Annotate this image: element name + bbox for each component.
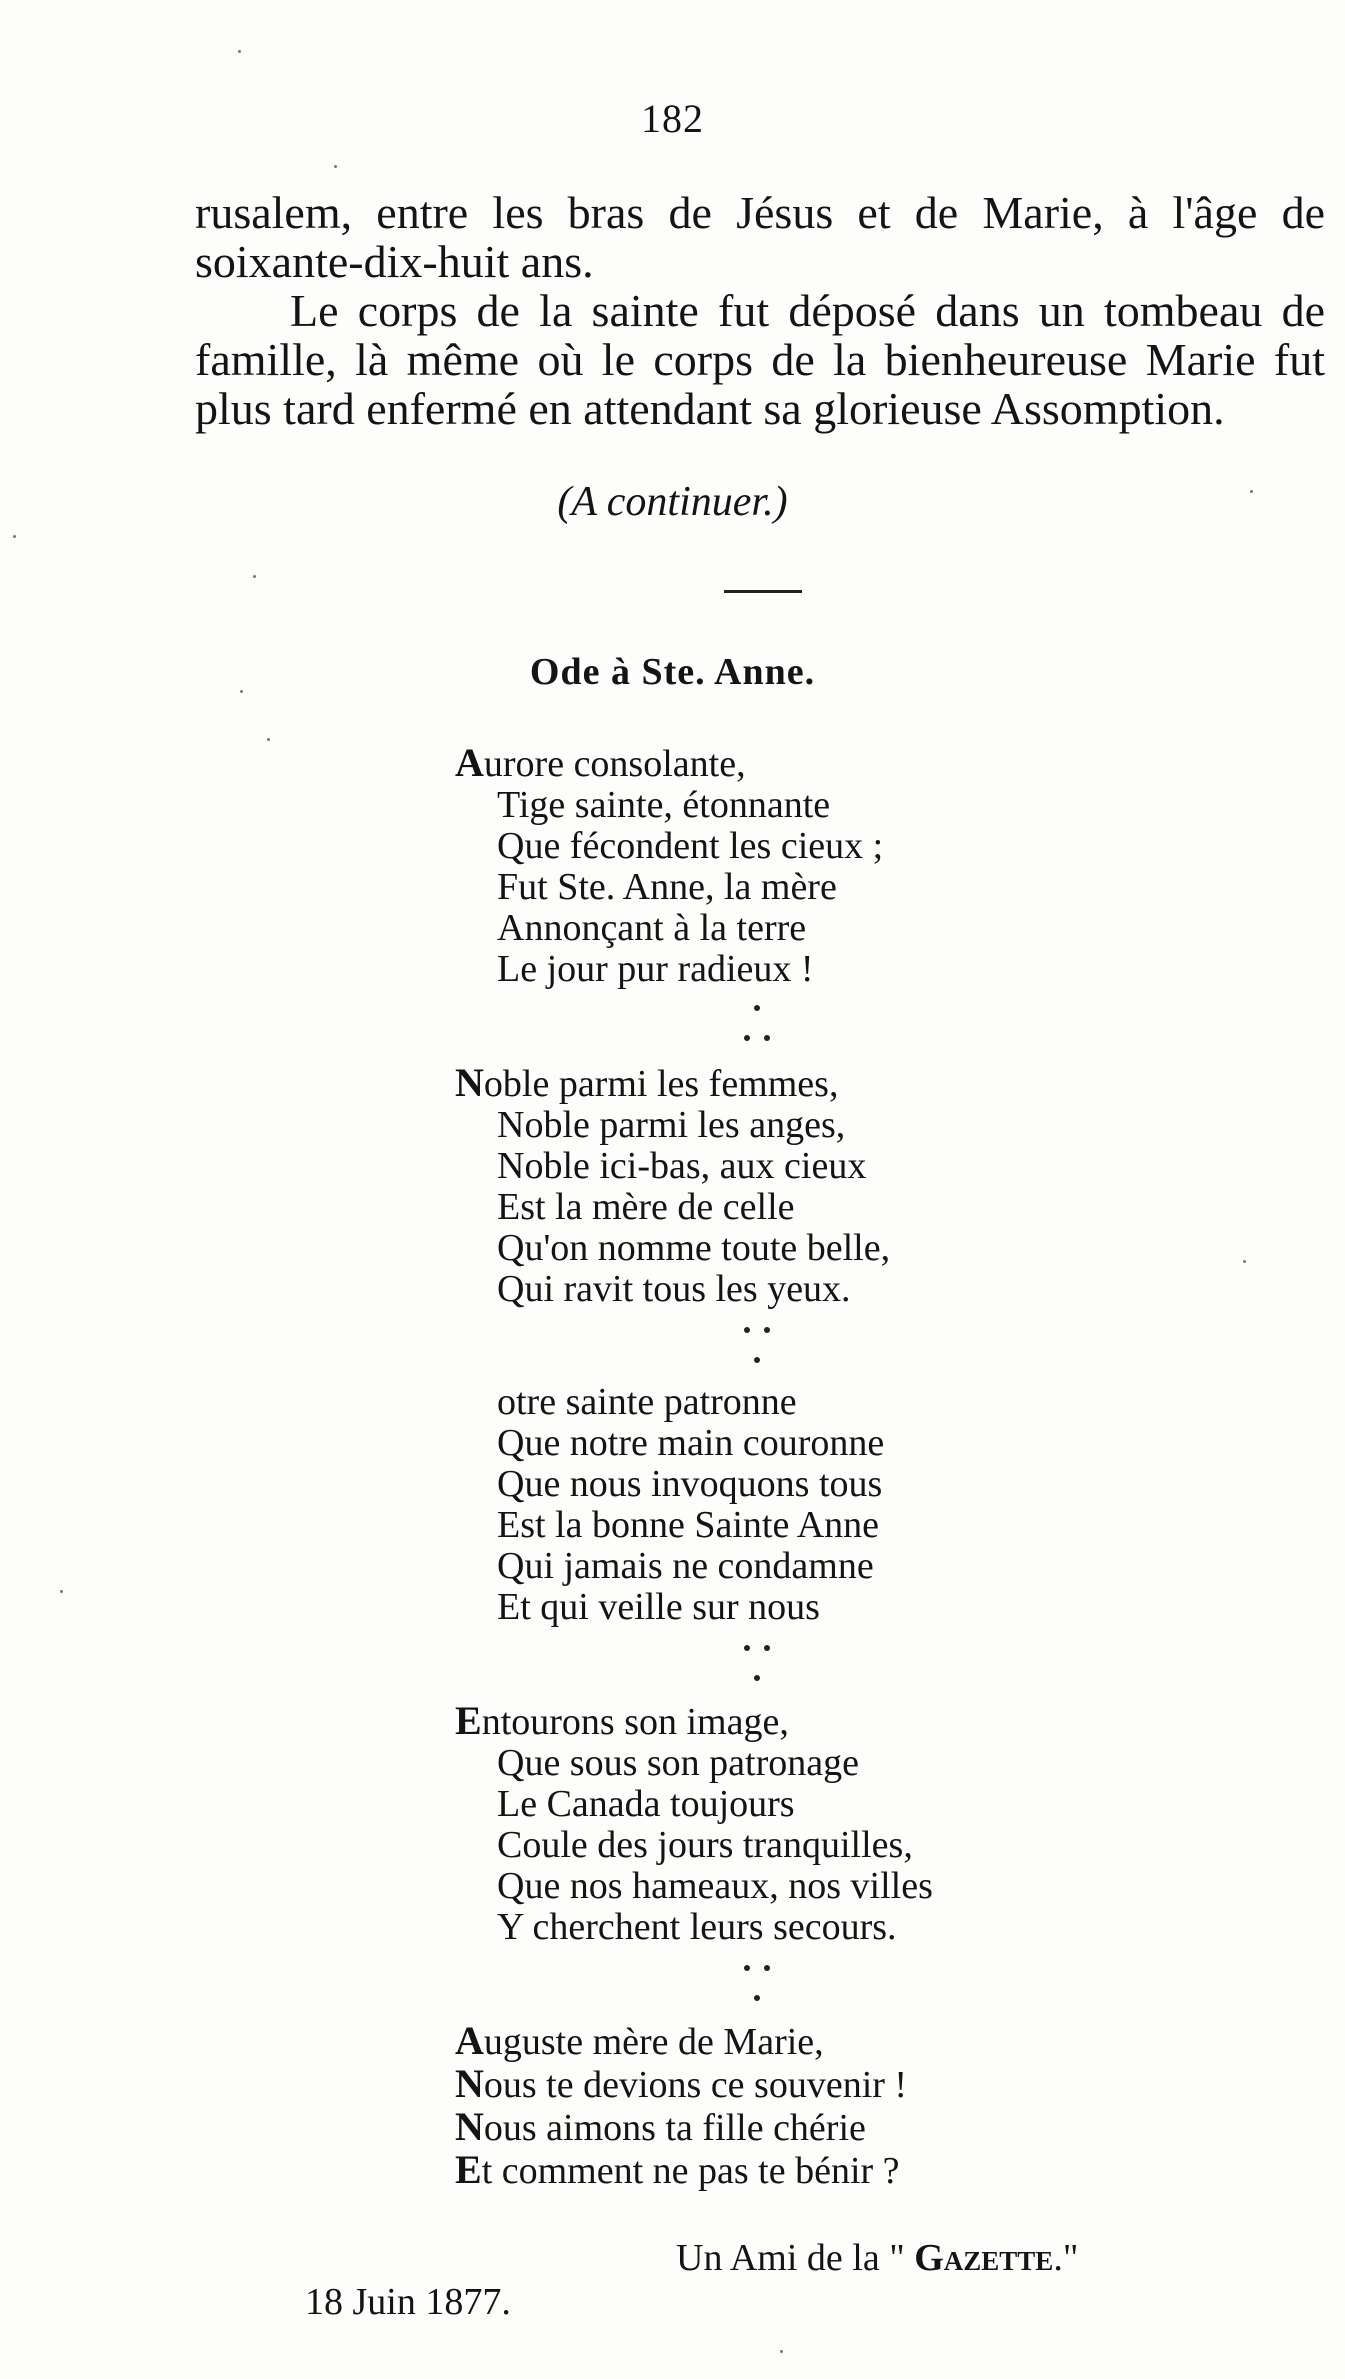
scan-speck [1243,1260,1246,1263]
poem-line [455,2106,933,2149]
continue-note: (A continuer.) [557,479,788,525]
poem-stanza [455,1382,933,1628]
poem-line-text: oble parmi les femmes, [483,1063,839,1105]
drop-cap: N [455,2104,484,2149]
poem-line: Le jour pur radieux ! [497,948,814,990]
signature [676,2236,1078,2280]
poem-line: Tige sainte, étonnante [497,784,831,826]
signature-suffix: ." [1053,2237,1079,2279]
poem-line [455,1062,933,1105]
poem-stanza [455,1062,933,1310]
poem-line: Le Canada toujours [497,1783,795,1825]
poem-line: Est la mère de celle [497,1186,795,1228]
scan-speck [334,165,337,168]
poem-title: Ode à Ste. Anne. [529,651,816,693]
poem [455,742,933,2192]
poem-line: Annonçant à la terre [497,907,807,949]
poem-line: Que fécondent les cieux ; [497,825,884,867]
poem-line: Qui ravit tous les yeux. [497,1268,851,1310]
poem-line: otre sainte patronne [497,1381,797,1423]
poem-line: Et qui veille sur nous [497,1586,820,1628]
scan-speck [780,2350,783,2353]
prose-block [195,188,1325,433]
drop-cap: A [455,740,484,785]
poem-line-text: uguste mère de Marie, [483,2021,824,2063]
drop-cap: N [455,1060,484,1105]
drop-cap: A [455,2018,484,2063]
poem-line-text: ntourons son image, [481,1701,789,1743]
poem-line: Que sous son patronage [497,1742,859,1784]
scan-speck [253,575,256,578]
drop-cap: N [455,2061,484,2106]
poem-line: Que notre main couronne [497,1422,885,1464]
scan-speck [1250,490,1253,493]
poem-stanza [455,1700,933,1948]
poem-line: Coule des jours tranquilles, [497,1824,913,1866]
poem-line: Est la bonne Sainte Anne [497,1504,880,1546]
stanza-separator-ornament [727,1956,787,2012]
poem-line-text: urore consolante, [483,743,746,785]
section-divider [724,590,802,593]
poem-line [455,2149,933,2192]
poem-line [455,2020,933,2063]
drop-cap: E [455,2147,482,2192]
poem-line-text: ous aimons ta fille chérie [483,2107,866,2149]
signature-prefix: Un Ami de la " [676,2237,915,2279]
poem-line [455,1700,933,1743]
prose-paragraph: Le corps de la sainte fut déposé dans un tombeau de famille, là même où le corps de la bienheureuse Marie fut plus tard enfermé en attendant sa glorieuse Assomption. [195,285,1325,434]
stanza-separator-ornament [727,998,787,1054]
poem-line: Que nos hameaux, nos villes [497,1865,933,1907]
poem-line: Noble ici-bas, aux cieux [497,1145,867,1187]
poem-line: Y cherchent leurs secours. [497,1906,897,1948]
scan-speck [267,738,270,741]
drop-cap: E [455,1698,482,1743]
stanza-separator-ornament [727,1318,787,1374]
page-number: 182 [641,96,704,141]
poem-line: Noble parmi les anges, [497,1104,846,1146]
stanza-separator-ornament [727,1636,787,1692]
signature-name: Gazette [914,2237,1054,2279]
scan-speck [240,690,243,693]
poem-line-text: t comment ne pas te bénir ? [481,2150,900,2192]
scan-speck [238,50,241,53]
prose-paragraph: rusalem, entre les bras de Jésus et de Marie, à l'âge de soixante-dix-huit ans. [195,187,1325,287]
poem-line [455,2063,933,2106]
scan-speck [13,535,16,538]
dateline: 18 Juin 1877. [305,2281,511,2323]
poem-line: Qui jamais ne condamne [497,1545,874,1587]
scan-speck [60,1590,63,1593]
poem-line: Que nous invoquons tous [497,1463,883,1505]
poem-line [455,742,933,785]
poem-line: Qu'on nomme toute belle, [497,1227,891,1269]
poem-stanza [455,2020,933,2192]
poem-stanza [455,742,933,990]
poem-line-text: ous te devions ce souvenir ! [483,2064,908,2106]
poem-line: Fut Ste. Anne, la mère [497,866,837,908]
